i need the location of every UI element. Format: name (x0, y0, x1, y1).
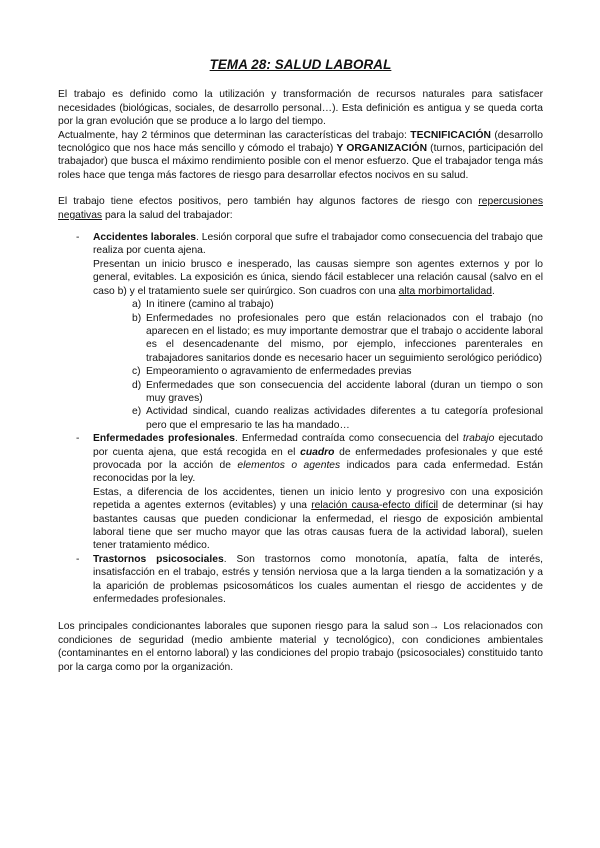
dash-bullet: - (76, 433, 80, 445)
intro-paragraph-1: El trabajo es definido como la utilización y transformación de recursos naturales para satisfacer necesidades (biológicas, sociales, de desarrollo personal…). Esta definición es antigua y se queda corta por la gran evolución que se produce a lo largo del tiempo. (58, 89, 543, 128)
trastornos-heading: Trastornos psicosociales (93, 553, 224, 565)
intro-p2-c: (desarrollo tecnológico que nos hace más sencillo y cómodo el trabajo) (58, 129, 543, 155)
trastornos-definition (93, 553, 543, 607)
accidentes-definition (93, 231, 543, 258)
intro-p2-e: (turnos, participación del trabajador) que busca el máximo rendimiento posible con el menor esfuerzo. Que el trabajador tenga más roles hace que tenga más factores de riesgo para desarrollar efectos nocivos en su salud. (58, 143, 543, 181)
risk-intro-c: para la salud del trabajador: (102, 209, 233, 221)
list-item-enfermedades (58, 432, 543, 553)
sublist-text: Enfermedades no profesionales pero que están relacionados con el trabajo (no aparecen en el listado; es muy importante demostrar que el trabajo o accidente laboral es el desencadenante del mismo, por ejemplo, infecciones parenterales en trabajadores sanitarios donde es necesario hacer un seguimiento serológico periódico) (146, 312, 543, 364)
sublist-text: Empeoramiento o agravamiento de enfermedades previas (146, 366, 412, 378)
sublist-text: Actividad sindical, cuando realizas actividades diferentes a tu categoría profesional pero que el empresario te las ha mandado… (146, 406, 543, 431)
tecnificacion-term: TECNIFICACIÓN (410, 129, 491, 141)
relacion-causa-efecto-term: relación causa-efecto difícil (311, 500, 439, 512)
risk-factors-list (58, 231, 543, 606)
accidentes-heading: Accidentes laborales (93, 232, 197, 244)
sublist-letter: c) (132, 366, 141, 378)
enf-agentes-term: elementos o agentes (237, 459, 341, 471)
enfermedades-definition (93, 432, 543, 486)
sublist-letter: a) (132, 299, 142, 311)
intro-p2-a: Actualmente, hay 2 términos que determinan las características del trabajo: (58, 129, 411, 141)
risk-intro-paragraph (58, 195, 543, 222)
enf-d5: de enfermedades profesionales y que esté provocada por la acción de (93, 446, 543, 471)
enf-d7: indicados para cada enfermedad. Están reconocidas por la ley. (93, 459, 543, 485)
risk-intro-a: El trabajo tiene efectos positivos, pero también hay algunos factores de riesgo con (58, 196, 479, 208)
enfermedades-description (93, 486, 543, 553)
sublist-letter: e) (132, 406, 142, 418)
sublist-text: Enfermedades que son consecuencia del accidente laboral (duran un tiempo o son muy graves) (146, 379, 543, 404)
list-item (132, 379, 543, 406)
enf-e3: de determinar (si hay bastantes causas que pueden condicionar la enfermedad, el riesgo de exposición ambiental laboral tiene que ser mucho mayor que las otras causas fuera de la actividad laboral), suelen tener tratamiento médico. (93, 500, 543, 552)
intro-paragraph-2 (58, 129, 543, 183)
dash-bullet: - (76, 553, 80, 565)
accidentes-desc-c: . (491, 285, 495, 297)
accidentes-description (93, 258, 543, 298)
accidentes-def-text: . Lesión corporal que sufre el trabajador como consecuencia del trabajo que realiza por cuenta ajena. (93, 232, 543, 257)
sublist-letter: d) (132, 379, 142, 391)
repercusiones-negativas-term: repercusiones negativas (58, 196, 543, 221)
alta-morbimortalidad-term: alta morbimortalidad (398, 285, 492, 297)
accidentes-sublist (93, 298, 543, 432)
organizacion-term: Y ORGANIZACIÓN (336, 143, 427, 155)
sublist-letter: b) (132, 312, 142, 324)
sublist-text: In itinere (camino al trabajo) (146, 299, 274, 311)
list-item (132, 312, 543, 366)
list-item-accidentes (58, 231, 543, 432)
list-item (132, 405, 543, 432)
enf-cuadro-term: cuadro (300, 446, 335, 458)
trastornos-text: . Son trastornos como monotonía, apatía, falta de interés, insatisfacción en el trabajo, estrés y tensión nerviosa que a la larga tienden a la somatización y a la aparición de problemas psicosomáticos los cuales aumentan el riesgo de accidentes y de enfermedades profesionales. (93, 553, 543, 606)
page-title: TEMA 28: SALUD LABORAL (209, 57, 392, 72)
accidentes-desc-a: Presentan un inicio brusco e inesperado, las causas siempre son agentes externos y por lo general, evitables. La exposición es única, siendo fácil establecer una relación causal (salvo en el caso b) y el tratamiento suele ser quirúrgico. Son cuadros con una (93, 258, 543, 297)
enf-e1: Estas, a diferencia de los accidentes, tienen un inicio lento y progresivo con una exposición repetida a agentes externos (evitables) y una (93, 486, 543, 512)
enfermedades-heading: Enfermedades profesionales (93, 433, 235, 445)
closing-paragraph: Los principales condicionantes laborales que suponen riesgo para la salud son→ Los relacionados con condiciones de seguridad (medio ambiente material y tecnológico), con condiciones ambientales (contaminantes en el entorno laboral) y las condiciones del propio trabajo (psicosociales) constituido tanto por la carga como por la organización. (58, 621, 543, 673)
enf-trabajo-term: trabajo (462, 433, 495, 445)
list-item-trastornos (58, 553, 543, 607)
list-item (132, 298, 543, 311)
enf-d1: . Enfermedad contraída como consecuencia del (234, 433, 463, 445)
enf-d3: ejecutado por cuenta ajena, que está recogida en el (93, 433, 543, 458)
dash-bullet: - (76, 232, 80, 244)
list-item (132, 365, 543, 378)
